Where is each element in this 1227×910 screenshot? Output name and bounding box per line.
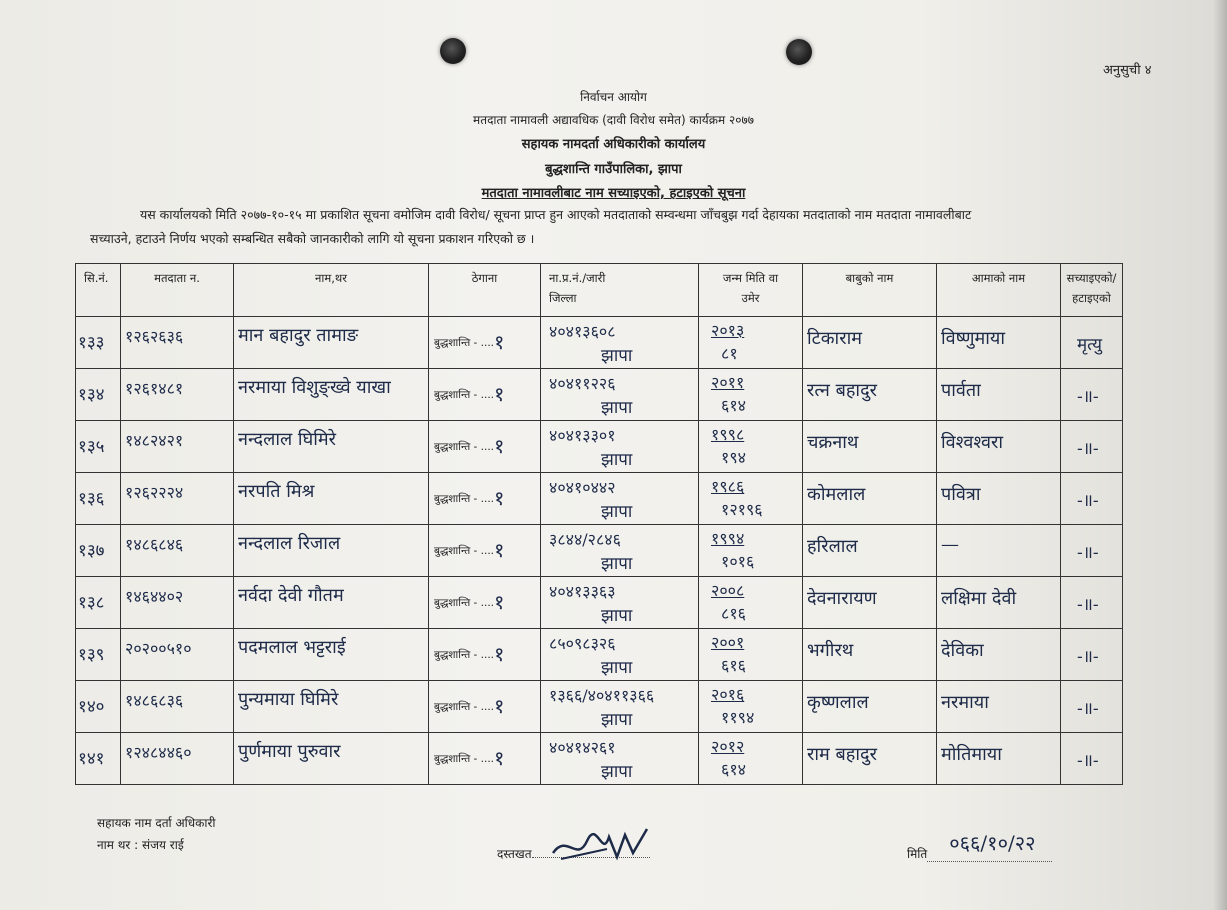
- punch-hole-left: [440, 38, 466, 64]
- header-office: सहायक नामदर्ता अधिकारीको कार्यालय: [521, 137, 706, 152]
- cell-voter-no: [121, 525, 234, 577]
- header-mother: आमाको नाम: [937, 264, 1061, 317]
- header-commission: निर्वाचन आयोग: [580, 90, 647, 104]
- ward-number: १: [494, 538, 505, 562]
- cell-voter-no: [121, 473, 234, 525]
- cell-name: [234, 733, 429, 785]
- issue-district: झापा: [601, 398, 633, 418]
- age: ६१४: [721, 396, 746, 415]
- cell-address: [429, 369, 541, 421]
- cell-dob: [699, 317, 803, 369]
- status-mark: -॥-: [1077, 699, 1099, 719]
- voter-name: नरपति मिश्र: [238, 481, 315, 502]
- table-header-row: [76, 264, 1123, 317]
- header-status: सच्याइएको/ हटाइएको: [1061, 264, 1123, 317]
- birth-year: १९९४: [711, 529, 745, 548]
- serial-number: १४१: [78, 749, 105, 769]
- birth-year: २००१: [711, 633, 745, 652]
- cell-sn: [76, 473, 121, 525]
- cell-status: [1061, 733, 1123, 785]
- mother-name: विष्णुमाया: [941, 328, 1006, 349]
- cell-father: [803, 525, 937, 577]
- ward-number: १: [494, 382, 505, 406]
- address: बुद्धशान्ति - ....१: [434, 330, 505, 354]
- cell-father: [803, 473, 937, 525]
- voter-number: १४८२४२१: [125, 431, 184, 450]
- header-address: ठेगाना: [429, 264, 541, 317]
- issue-district: झापा: [601, 450, 633, 470]
- father-name: कृष्णलाल: [807, 692, 869, 713]
- citizenship-number: ४०४१४२६१: [549, 738, 616, 757]
- cell-name: [234, 577, 429, 629]
- header-sn: सि.नं.: [76, 264, 121, 317]
- header-voter-no: मतदाता न.: [121, 264, 234, 317]
- cell-citizenship: [541, 525, 699, 577]
- mother-name: पवित्रा: [941, 484, 981, 505]
- status-mark: -॥-: [1077, 543, 1099, 563]
- voter-name: नरमाया विशुङ्ख्वे याखा: [238, 377, 391, 398]
- table-row: [76, 525, 1123, 577]
- cell-dob: [699, 629, 803, 681]
- cell-address: [429, 733, 541, 785]
- signature-block: [497, 845, 650, 862]
- punch-hole-right: [786, 39, 812, 65]
- voter-number: १२६१४८१: [125, 379, 184, 398]
- voter-name: पुर्णमाया पुरुवार: [238, 741, 341, 762]
- cell-voter-no: [121, 421, 234, 473]
- cell-citizenship: [541, 733, 699, 785]
- age: १२१९६: [721, 500, 763, 519]
- cell-dob: [699, 473, 803, 525]
- cell-name: [234, 681, 429, 733]
- paragraph-line-1: यस कार्यालयको मिति २०७७-१०-१५ मा प्रकाशित सूचना वमोजिम दावी विरोध/ सूचना प्राप्त हुन आएको मतदाताको सम्वन्धमा जाँचबुझ गर्दा देहायका मतदाताको नाम मतदाता नामावलीबाट: [140, 207, 972, 222]
- cell-sn: [76, 577, 121, 629]
- father-name: रत्न बहादुर: [807, 380, 878, 401]
- voter-number: २०२००५१०: [125, 639, 192, 658]
- cell-mother: [937, 369, 1061, 421]
- header-father: बाबुको नाम: [803, 264, 937, 317]
- father-name: टिकाराम: [807, 328, 863, 349]
- cell-name: [234, 317, 429, 369]
- voter-number: १२६२६३६: [125, 327, 184, 346]
- cell-citizenship: [541, 369, 699, 421]
- issue-district: झापा: [601, 346, 633, 366]
- ward-number: १: [494, 330, 505, 354]
- cell-citizenship: [541, 577, 699, 629]
- cell-address: [429, 473, 541, 525]
- voter-name: पुन्यमाया घिमिरे: [238, 689, 339, 710]
- issue-district: झापा: [601, 710, 633, 730]
- issue-district: झापा: [601, 658, 633, 678]
- status-mark: -॥-: [1077, 595, 1099, 615]
- cell-status: [1061, 369, 1123, 421]
- citizenship-number: १३६६/४०४११३६६: [549, 686, 655, 705]
- cell-father: [803, 681, 937, 733]
- cell-address: [429, 629, 541, 681]
- serial-number: १३९: [78, 645, 105, 665]
- cell-mother: [937, 317, 1061, 369]
- mother-name: विश्वश्वरा: [941, 432, 1004, 453]
- voter-name: नन्दलाल घिमिरे: [238, 429, 336, 450]
- cell-address: [429, 317, 541, 369]
- notice-paragraph: [90, 203, 1140, 251]
- table-row: [76, 681, 1123, 733]
- cell-voter-no: [121, 577, 234, 629]
- cell-dob: [699, 369, 803, 421]
- age: १०१६: [721, 552, 755, 571]
- father-name: चक्रनाथ: [807, 432, 859, 453]
- status-mark: -॥-: [1077, 439, 1099, 459]
- ward-number: १: [494, 642, 505, 666]
- voter-number: १४८६८३६: [125, 691, 184, 710]
- cell-mother: [937, 577, 1061, 629]
- cell-father: [803, 369, 937, 421]
- cell-voter-no: [121, 629, 234, 681]
- status-mark: मृत्यु: [1077, 335, 1102, 355]
- cell-sn: [76, 629, 121, 681]
- mother-name: नरमाया: [941, 692, 989, 713]
- age: ११९४: [721, 708, 755, 727]
- cell-sn: [76, 681, 121, 733]
- annex-label: अनुसुची ४: [1103, 63, 1152, 78]
- voter-number: १४८६८४६: [125, 535, 184, 554]
- cell-address: [429, 681, 541, 733]
- mother-name: देविका: [941, 640, 984, 661]
- father-name: भगीरथ: [807, 640, 854, 661]
- header-program: मतदाता नामावली अद्यावधिक (दावी विरोध समेत) कार्यक्रम २०७७: [473, 113, 754, 127]
- serial-number: १४०: [78, 697, 105, 717]
- voter-number: १४६४४०२: [125, 587, 184, 606]
- voter-name: नर्वदा देवी गौतम: [238, 585, 344, 606]
- age: ८१६: [721, 604, 746, 623]
- cell-voter-no: [121, 369, 234, 421]
- cell-citizenship: [541, 473, 699, 525]
- address: बुद्धशान्ति - ....१: [434, 434, 505, 458]
- cell-mother: [937, 473, 1061, 525]
- cell-dob: [699, 681, 803, 733]
- cell-mother: [937, 421, 1061, 473]
- date-block: [907, 831, 1052, 862]
- status-mark: -॥-: [1077, 387, 1099, 407]
- voter-number: १२४८४४६०: [125, 743, 192, 762]
- cell-sn: [76, 733, 121, 785]
- father-name: देवनारायण: [807, 588, 877, 609]
- cell-name: [234, 421, 429, 473]
- citizenship-number: ४०४११२२६: [549, 374, 616, 393]
- officer-name: नाम थर : संजय राई: [97, 838, 184, 852]
- cell-status: [1061, 525, 1123, 577]
- cell-status: [1061, 317, 1123, 369]
- mother-name: —: [941, 534, 959, 555]
- serial-number: १३७: [78, 541, 105, 561]
- address: बुद्धशान्ति - ....१: [434, 382, 505, 406]
- table-row: [76, 629, 1123, 681]
- issue-district: झापा: [601, 606, 633, 626]
- citizenship-number: ४०४१३३६३: [549, 582, 616, 601]
- voter-name: नन्दलाल रिजाल: [238, 533, 341, 554]
- citizenship-number: ८५०९८३२६: [549, 634, 616, 653]
- cell-mother: [937, 525, 1061, 577]
- mother-name: लक्षिमा देवी: [941, 588, 1017, 609]
- cell-name: [234, 525, 429, 577]
- cell-sn: [76, 421, 121, 473]
- age: ८१: [721, 344, 738, 363]
- birth-year: १९८६: [711, 477, 745, 496]
- cell-status: [1061, 421, 1123, 473]
- cell-father: [803, 629, 937, 681]
- father-name: हरिलाल: [807, 536, 858, 557]
- header-location: बुद्धशान्ति गाउँपालिका, झापा: [545, 162, 682, 177]
- date-value: ०६६/१०/२२: [949, 831, 1036, 855]
- cell-voter-no: [121, 681, 234, 733]
- header-citizenship: ना.प्र.नं./जारी जिल्ला: [541, 264, 699, 317]
- mother-name: मोतिमाया: [941, 744, 1002, 765]
- cell-address: [429, 525, 541, 577]
- birth-year: २००८: [711, 581, 745, 600]
- mother-name: पार्वता: [941, 380, 981, 401]
- cell-father: [803, 421, 937, 473]
- father-name: राम बहादुर: [807, 744, 877, 765]
- table-row: [76, 369, 1123, 421]
- header-dob: जन्म मिति वा उमेर: [699, 264, 803, 317]
- cell-sn: [76, 317, 121, 369]
- citizenship-number: ४०४१०४४२: [549, 478, 616, 497]
- ward-number: १: [494, 434, 505, 458]
- cell-address: [429, 421, 541, 473]
- cell-name: [234, 629, 429, 681]
- cell-citizenship: [541, 681, 699, 733]
- serial-number: १३३: [78, 333, 105, 353]
- ward-number: १: [494, 694, 505, 718]
- table-row: [76, 733, 1123, 785]
- cell-status: [1061, 473, 1123, 525]
- citizenship-number: ४०४१३३०१: [549, 426, 616, 445]
- cell-mother: [937, 733, 1061, 785]
- ward-number: १: [494, 590, 505, 614]
- cell-sn: [76, 525, 121, 577]
- ward-number: १: [494, 486, 505, 510]
- cell-mother: [937, 681, 1061, 733]
- age: ६१४: [721, 760, 746, 779]
- cell-voter-no: [121, 733, 234, 785]
- cell-sn: [76, 369, 121, 421]
- birth-year: १९९८: [711, 425, 745, 444]
- birth-year: २०१२: [711, 737, 745, 756]
- voter-table: [75, 263, 1123, 785]
- cell-father: [803, 733, 937, 785]
- address: बुद्धशान्ति - ....१: [434, 538, 505, 562]
- address: बुद्धशान्ति - ....१: [434, 486, 505, 510]
- serial-number: १३५: [78, 437, 105, 457]
- status-mark: -॥-: [1077, 647, 1099, 667]
- serial-number: १३८: [78, 593, 105, 613]
- cell-dob: [699, 525, 803, 577]
- cell-dob: [699, 733, 803, 785]
- voter-name: मान बहादुर तामाङ: [238, 325, 359, 346]
- table-row: [76, 421, 1123, 473]
- address: बुद्धशान्ति - ....१: [434, 642, 505, 666]
- father-name: कोमलाल: [807, 484, 866, 505]
- birth-year: २०१३: [711, 321, 745, 340]
- citizenship-number: ३८४४/२८४६: [549, 530, 621, 549]
- cell-dob: [699, 577, 803, 629]
- cell-father: [803, 577, 937, 629]
- address: बुद्धशान्ति - ....१: [434, 590, 505, 614]
- cell-address: [429, 577, 541, 629]
- date-label: मिति: [907, 847, 928, 861]
- header-notice-title: मतदाता नामावलीबाट नाम सच्याइएको, हटाइएको सूचना: [481, 186, 746, 201]
- officer-title: सहायक नाम दर्ता अधिकारी: [97, 816, 216, 830]
- cell-name: [234, 473, 429, 525]
- address: बुद्धशान्ति - ....१: [434, 746, 505, 770]
- cell-citizenship: [541, 421, 699, 473]
- cell-father: [803, 317, 937, 369]
- serial-number: १३४: [78, 385, 105, 405]
- issue-district: झापा: [601, 554, 633, 574]
- table-row: [76, 473, 1123, 525]
- ward-number: १: [494, 746, 505, 770]
- date-line: [927, 831, 1052, 862]
- cell-name: [234, 369, 429, 421]
- cell-status: [1061, 681, 1123, 733]
- address: बुद्धशान्ति - ....१: [434, 694, 505, 718]
- cell-dob: [699, 421, 803, 473]
- cell-mother: [937, 629, 1061, 681]
- voter-number: १२६२२२४: [125, 483, 184, 502]
- paragraph-line-2: सच्याउने, हटाउने निर्णय भएको सम्बन्धित सबैको जानकारीको लागि यो सूचना प्रकाशन गरिएको छ ।: [90, 231, 535, 246]
- signature-mark: [547, 823, 667, 867]
- birth-year: २०१६: [711, 685, 745, 704]
- status-mark: -॥-: [1077, 491, 1099, 511]
- status-mark: -॥-: [1077, 751, 1099, 771]
- cell-citizenship: [541, 629, 699, 681]
- issue-district: झापा: [601, 762, 633, 782]
- issue-district: झापा: [601, 502, 633, 522]
- header-name: नाम,थर: [234, 264, 429, 317]
- voter-name: पदमलाल भट्टराई: [238, 637, 346, 658]
- age: ६१६: [721, 656, 746, 675]
- serial-number: १३६: [78, 489, 105, 509]
- birth-year: २०११: [711, 373, 745, 392]
- cell-status: [1061, 577, 1123, 629]
- cell-voter-no: [121, 317, 234, 369]
- signature-label: दस्तखत: [497, 847, 532, 861]
- citizenship-number: ४०४१३६०८: [549, 322, 616, 341]
- cell-status: [1061, 629, 1123, 681]
- age: १९४: [721, 448, 746, 467]
- table-row: [76, 577, 1123, 629]
- table-row: [76, 317, 1123, 369]
- cell-citizenship: [541, 317, 699, 369]
